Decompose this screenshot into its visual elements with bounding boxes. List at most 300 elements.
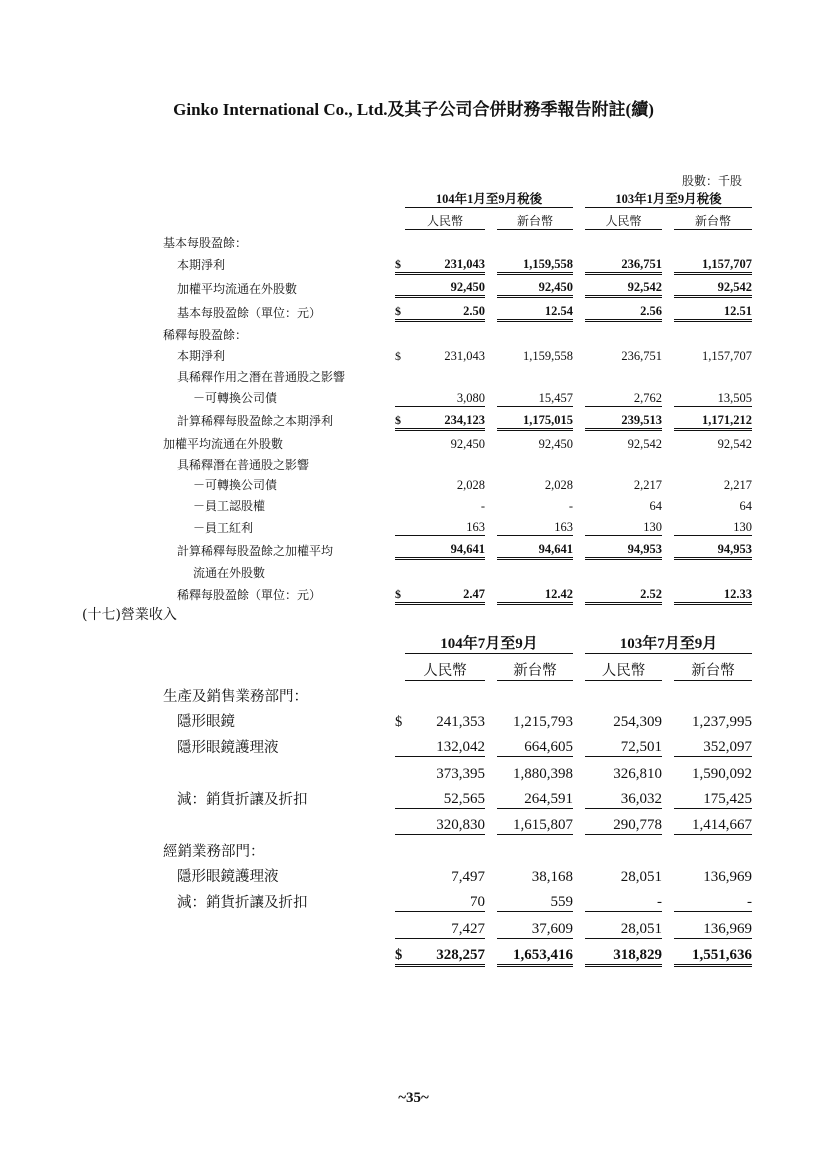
cell-value: 1,414,667 — [674, 809, 752, 835]
cell-value: 1,215,793 — [513, 714, 574, 731]
column-gap — [573, 680, 585, 706]
column-gap — [662, 493, 674, 514]
cell-value — [585, 559, 662, 581]
column-gap — [662, 861, 674, 886]
column-gap — [485, 912, 497, 938]
cell-value: 52,565 — [405, 783, 485, 809]
unit-note: 股數：千股 — [681, 174, 742, 188]
cell-value: 94,953 — [585, 536, 662, 559]
eps-period-header — [155, 186, 752, 207]
cell-value: 7,427 — [405, 912, 485, 938]
column-gap — [485, 559, 497, 581]
cell-value — [497, 835, 573, 861]
eps-currency-4: 新台幣 — [674, 207, 752, 229]
cell-value — [674, 229, 752, 250]
column-gap — [573, 809, 585, 835]
table-row — [155, 559, 752, 581]
cell-value: 94,641 — [497, 536, 573, 559]
column-gap — [662, 364, 674, 385]
revenue-period-1: 104年7月至9月 — [405, 628, 573, 654]
cell-value: 38,168 — [531, 868, 574, 885]
column-gap — [485, 835, 497, 861]
column-gap — [485, 809, 497, 835]
row-label: 減：銷貨折讓及折扣 — [177, 894, 308, 911]
dollar-sign — [395, 385, 405, 406]
revenue-currency-2: 新台幣 — [497, 654, 573, 680]
eps-currency-3: 人民幣 — [585, 207, 662, 229]
cell-value: 15,457 — [497, 385, 573, 406]
cell-value: 163 — [405, 514, 485, 535]
column-gap — [485, 364, 497, 385]
cell-value — [674, 559, 752, 581]
cell-value: 7,497 — [451, 868, 485, 885]
column-gap — [485, 406, 497, 429]
column-gap — [485, 680, 497, 706]
dollar-sign — [395, 273, 405, 297]
cell-value: 2.50 — [405, 297, 485, 321]
table-row — [155, 321, 752, 343]
column-gap — [662, 809, 674, 835]
dollar-sign: $ — [395, 581, 405, 603]
eps-currency-2: 新台幣 — [497, 207, 573, 229]
cell-value — [585, 452, 662, 473]
cell-value: 28,051 — [585, 912, 662, 938]
column-gap — [485, 273, 497, 297]
revenue-currency-3: 人民幣 — [585, 654, 662, 680]
row-label: 具稀釋潛在普通股之影響 — [177, 457, 310, 472]
cell-value — [674, 364, 752, 385]
column-gap — [662, 680, 674, 706]
table-row — [155, 835, 752, 861]
dollar-sign — [395, 321, 405, 343]
column-gap — [485, 514, 497, 535]
dollar-sign — [395, 493, 405, 514]
row-label — [155, 809, 395, 835]
cell-value: - — [674, 886, 752, 912]
cell-value — [405, 452, 485, 473]
row-label: 經銷業務部門： — [163, 843, 265, 860]
column-gap — [573, 706, 585, 731]
cell-value: 92,542 — [674, 273, 752, 297]
table-row — [155, 809, 752, 835]
page-number: ~35~ — [398, 1090, 429, 1106]
cell-value: 28,051 — [620, 868, 663, 885]
cell-value: 241,353 — [436, 714, 485, 731]
cell-value — [497, 559, 573, 581]
column-gap — [662, 343, 674, 364]
dollar-sign — [395, 680, 405, 706]
cell-value: 13,505 — [674, 385, 752, 406]
column-gap — [662, 229, 674, 250]
cell-value: 326,810 — [613, 765, 663, 782]
dollar-sign — [395, 757, 405, 783]
table-row — [155, 429, 752, 451]
cell-value: 37,609 — [497, 912, 573, 938]
table-row — [155, 251, 752, 273]
cell-value: 234,123 — [405, 406, 485, 429]
table-row — [155, 706, 752, 731]
column-gap — [485, 886, 497, 912]
revenue-currency-header — [155, 654, 752, 680]
cell-value: 175,425 — [674, 783, 752, 809]
row-label: 隱形眼鏡護理液 — [177, 739, 279, 756]
cell-value — [674, 835, 752, 861]
dollar-sign — [395, 731, 405, 757]
cell-value: 1,237,995 — [692, 714, 753, 731]
column-gap — [573, 581, 585, 603]
cell-value: 2,217 — [633, 478, 662, 493]
table-row — [155, 536, 752, 559]
column-gap — [662, 385, 674, 406]
column-gap — [485, 757, 497, 783]
column-gap — [662, 297, 674, 321]
cell-value: 2,762 — [585, 385, 662, 406]
column-gap — [573, 429, 585, 451]
cell-value: 92,450 — [450, 436, 485, 451]
column-gap — [662, 251, 674, 273]
column-gap — [662, 731, 674, 757]
cell-value — [674, 680, 752, 706]
row-label: 流通在外股數 — [193, 566, 266, 581]
table-row — [155, 861, 752, 886]
row-label: 加權平均流通在外股數 — [163, 436, 284, 451]
dollar-sign — [395, 229, 405, 250]
column-gap — [485, 938, 497, 965]
column-gap — [573, 273, 585, 297]
cell-value: 2,028 — [456, 478, 485, 493]
row-label: 具稀釋作用之潛在普通股之影響 — [177, 370, 346, 385]
cell-value: - — [568, 499, 573, 514]
cell-value: 72,501 — [585, 731, 662, 757]
column-gap — [573, 938, 585, 965]
column-gap — [485, 452, 497, 473]
column-gap — [662, 783, 674, 809]
row-label: －可轉換公司債 — [193, 391, 278, 406]
cell-value: 1,157,707 — [674, 251, 752, 273]
dollar-sign — [395, 364, 405, 385]
column-gap — [573, 559, 585, 581]
dollar-sign: $ — [395, 714, 403, 731]
cell-value: 36,032 — [585, 783, 662, 809]
column-gap — [573, 493, 585, 514]
row-label: 基本每股盈餘（單位：元） — [177, 305, 322, 320]
cell-value: 352,097 — [674, 731, 752, 757]
column-gap — [573, 835, 585, 861]
column-gap — [662, 559, 674, 581]
cell-value: 92,450 — [538, 436, 573, 451]
column-gap — [485, 385, 497, 406]
cell-value — [585, 680, 662, 706]
cell-value: 136,969 — [674, 912, 752, 938]
cell-value: 1,171,212 — [674, 406, 752, 429]
eps-body — [155, 229, 752, 603]
row-label: －可轉換公司債 — [193, 478, 278, 493]
cell-value — [405, 559, 485, 581]
column-gap — [662, 536, 674, 559]
table-row — [155, 473, 752, 494]
cell-value: 239,513 — [585, 406, 662, 429]
cell-value: 1,159,558 — [497, 251, 573, 273]
dollar-sign — [395, 886, 405, 912]
cell-value: 1,653,416 — [497, 938, 573, 965]
row-label: 隱形眼鏡 — [177, 714, 235, 731]
row-label: 計算稀釋每股盈餘之本期淨利 — [177, 414, 334, 429]
column-gap — [485, 861, 497, 886]
dollar-sign: $ — [395, 938, 405, 965]
dollar-sign — [395, 514, 405, 535]
dollar-sign: $ — [395, 406, 405, 429]
table-row — [155, 783, 752, 809]
cell-value: 320,830 — [405, 809, 485, 835]
cell-value: 130 — [585, 514, 662, 535]
cell-value: 94,641 — [405, 536, 485, 559]
cell-value: 664,605 — [497, 731, 573, 757]
cell-value: 2,217 — [723, 478, 752, 493]
column-gap — [485, 297, 497, 321]
column-gap — [573, 251, 585, 273]
cell-value — [674, 452, 752, 473]
column-gap — [485, 229, 497, 250]
cell-value — [497, 229, 573, 250]
column-gap — [485, 783, 497, 809]
eps-period-1: 104年1月至9月稅後 — [405, 186, 573, 207]
cell-value — [497, 364, 573, 385]
cell-value: 231,043 — [405, 251, 485, 273]
cell-value: 559 — [497, 886, 573, 912]
cell-value: 2.56 — [585, 297, 662, 321]
cell-value: 2.47 — [405, 581, 485, 603]
table-row — [155, 406, 752, 429]
column-gap — [662, 321, 674, 343]
cell-value: 64 — [649, 499, 662, 514]
cell-value — [405, 835, 485, 861]
row-label: 稀釋每股盈餘（單位：元） — [177, 588, 322, 603]
cell-value: 12.42 — [497, 581, 573, 603]
cell-value: 2,028 — [544, 478, 573, 493]
cell-value — [405, 229, 485, 250]
cell-value — [405, 364, 485, 385]
row-label: －員工紅利 — [193, 520, 254, 535]
cell-value: 92,542 — [627, 436, 662, 451]
column-gap — [662, 429, 674, 451]
cell-value — [585, 364, 662, 385]
column-gap — [573, 343, 585, 364]
cell-value: 70 — [405, 886, 485, 912]
column-gap — [485, 493, 497, 514]
cell-value: 1,551,636 — [674, 938, 752, 965]
column-gap — [573, 536, 585, 559]
cell-value: 1,880,398 — [513, 765, 574, 782]
section-title: (十七)營業收入 — [82, 607, 177, 623]
row-label: 基本每股盈餘： — [163, 235, 248, 250]
dollar-sign — [395, 835, 405, 861]
cell-value — [497, 452, 573, 473]
column-gap — [485, 429, 497, 451]
column-gap — [662, 273, 674, 297]
dollar-sign — [395, 861, 405, 886]
column-gap — [573, 757, 585, 783]
dollar-sign — [395, 429, 405, 451]
page-title: Ginko International Co., Ltd.及其子公司合併財務季報告附註(續) — [173, 100, 654, 119]
revenue-currency-4: 新台幣 — [674, 654, 752, 680]
dollar-sign — [395, 559, 405, 581]
column-gap — [485, 581, 497, 603]
cell-value: 264,591 — [497, 783, 573, 809]
cell-value: 92,542 — [717, 436, 752, 451]
cell-value: 1,590,092 — [692, 765, 753, 782]
column-gap — [485, 706, 497, 731]
column-gap — [485, 321, 497, 343]
table-row — [155, 912, 752, 938]
revenue-currency-1: 人民幣 — [405, 654, 485, 680]
cell-value: 64 — [739, 499, 752, 514]
dollar-sign: $ — [395, 251, 405, 273]
cell-value: 94,953 — [674, 536, 752, 559]
column-gap — [573, 473, 585, 494]
cell-value — [585, 835, 662, 861]
column-gap — [485, 343, 497, 364]
column-gap — [662, 473, 674, 494]
column-gap — [662, 706, 674, 731]
column-gap — [485, 731, 497, 757]
eps-period-2: 103年1月至9月稅後 — [585, 186, 752, 207]
table-row — [155, 229, 752, 250]
cell-value: 12.54 — [497, 297, 573, 321]
cell-value — [497, 321, 573, 343]
cell-value — [497, 680, 573, 706]
dollar-sign: $ — [395, 297, 405, 321]
eps-currency-header — [155, 207, 752, 229]
table-row — [155, 886, 752, 912]
column-gap — [573, 364, 585, 385]
column-gap — [485, 473, 497, 494]
column-gap — [662, 886, 674, 912]
row-label — [155, 757, 395, 783]
cell-value: 2.52 — [585, 581, 662, 603]
column-gap — [573, 297, 585, 321]
dollar-sign — [395, 452, 405, 473]
table-row — [155, 385, 752, 406]
table-row — [155, 514, 752, 535]
revenue-table — [155, 628, 752, 967]
column-gap — [662, 835, 674, 861]
dollar-sign — [395, 783, 405, 809]
column-gap — [662, 581, 674, 603]
cell-value: 236,751 — [585, 251, 662, 273]
column-gap — [662, 452, 674, 473]
row-label: 減：銷貨折讓及折扣 — [177, 791, 308, 808]
column-gap — [573, 321, 585, 343]
cell-value: 1,175,015 — [497, 406, 573, 429]
column-gap — [662, 406, 674, 429]
cell-value: 130 — [674, 514, 752, 535]
row-label — [155, 938, 395, 965]
row-label — [155, 912, 395, 938]
revenue-period-header — [155, 628, 752, 654]
column-gap — [573, 385, 585, 406]
column-gap — [662, 938, 674, 965]
table-row — [155, 343, 752, 364]
cell-value — [674, 321, 752, 343]
dollar-sign — [395, 912, 405, 938]
row-label: －員工認股權 — [193, 499, 266, 514]
cell-value: - — [585, 886, 662, 912]
column-gap — [662, 757, 674, 783]
table-row — [155, 364, 752, 385]
cell-value: 92,450 — [405, 273, 485, 297]
cell-value: 92,542 — [585, 273, 662, 297]
cell-value: 328,257 — [405, 938, 485, 965]
column-gap — [573, 514, 585, 535]
cell-value — [405, 321, 485, 343]
cell-value — [585, 321, 662, 343]
row-label: 加權平均流通在外股數 — [177, 281, 298, 296]
cell-value: 318,829 — [585, 938, 662, 965]
row-label: 本期淨利 — [177, 349, 226, 364]
cell-value: 163 — [497, 514, 573, 535]
eps-currency-1: 人民幣 — [405, 207, 485, 229]
table-row — [155, 297, 752, 321]
cell-value: 136,969 — [703, 868, 753, 885]
column-gap — [573, 229, 585, 250]
row-label: 隱形眼鏡護理液 — [177, 868, 279, 885]
column-gap — [573, 406, 585, 429]
row-label: 稀釋每股盈餘： — [163, 328, 248, 343]
column-gap — [662, 912, 674, 938]
dollar-sign: $ — [395, 349, 401, 364]
table-row — [155, 452, 752, 473]
column-gap — [662, 514, 674, 535]
column-gap — [573, 452, 585, 473]
cell-value: 373,395 — [436, 765, 485, 782]
cell-value: 1,157,707 — [702, 349, 752, 364]
table-row — [155, 680, 752, 706]
eps-table — [155, 186, 752, 605]
table-row — [155, 938, 752, 965]
cell-value: 132,042 — [405, 731, 485, 757]
cell-value: 1,159,558 — [523, 349, 573, 364]
cell-value: 231,043 — [444, 349, 485, 364]
cell-value: - — [480, 499, 485, 514]
table-row — [155, 581, 752, 603]
cell-value — [405, 680, 485, 706]
revenue-body — [155, 680, 752, 965]
cell-value: 3,080 — [405, 385, 485, 406]
dollar-sign — [395, 536, 405, 559]
table-row — [155, 273, 752, 297]
column-gap — [485, 251, 497, 273]
column-gap — [573, 783, 585, 809]
row-label: 計算稀釋每股盈餘之加權平均 — [177, 543, 334, 558]
dollar-sign — [395, 809, 405, 835]
row-label: 本期淨利 — [177, 258, 226, 273]
table-row — [155, 757, 752, 783]
cell-value: 12.51 — [674, 297, 752, 321]
cell-value: 290,778 — [585, 809, 662, 835]
column-gap — [573, 912, 585, 938]
cell-value: 1,615,807 — [497, 809, 573, 835]
row-label: 生產及銷售業務部門： — [163, 688, 308, 705]
column-gap — [573, 861, 585, 886]
column-gap — [573, 731, 585, 757]
cell-value: 254,309 — [613, 714, 663, 731]
cell-value: 236,751 — [621, 349, 662, 364]
cell-value: 92,450 — [497, 273, 573, 297]
column-gap — [573, 886, 585, 912]
cell-value — [585, 229, 662, 250]
cell-value: 12.33 — [674, 581, 752, 603]
revenue-period-2: 103年7月至9月 — [585, 628, 752, 654]
